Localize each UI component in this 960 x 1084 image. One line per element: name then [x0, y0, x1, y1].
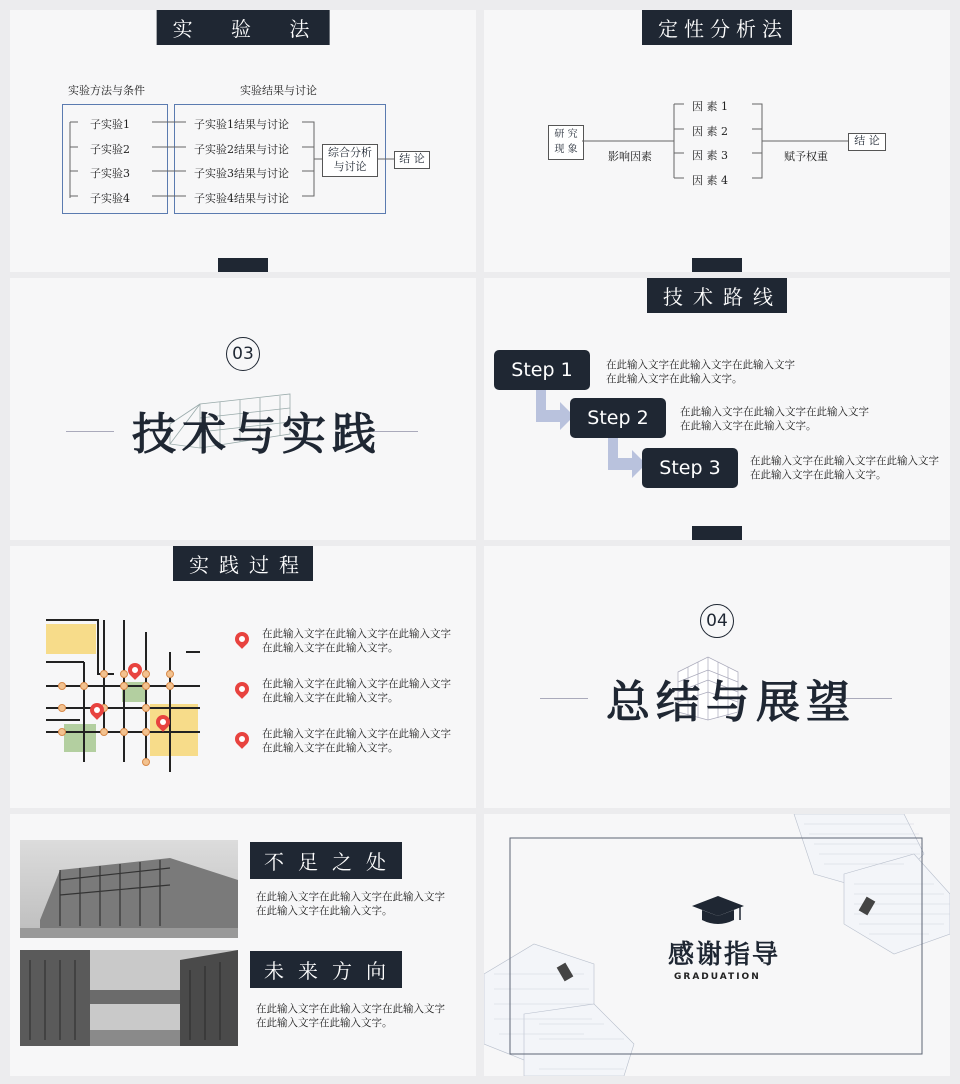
divider-line [66, 431, 114, 432]
experiment-item: 子实验1 [90, 118, 130, 131]
step-3-text: 在此输入文字在此输入文字在此输入文字在此输入文字在此输入文字。 [750, 455, 939, 481]
result-item: 子实验1结果与讨论 [194, 118, 289, 131]
graduation-label: GRADUATION [674, 972, 761, 982]
slide-practice-process[interactable] [10, 546, 476, 808]
slide-tab [692, 258, 742, 272]
section-heading: 总结与展望 [606, 677, 856, 728]
street-photo [20, 950, 238, 1046]
slide-technical-route[interactable] [484, 278, 950, 540]
factor-item: 因 素 1 [692, 100, 728, 113]
weight-label: 赋予权重 [784, 150, 828, 163]
slide-section-04[interactable] [484, 546, 950, 808]
shortcomings-text: 在此输入文字在此输入文字在此输入文字在此输入文字在此输入文字。 [256, 891, 445, 917]
influence-label: 影响因素 [608, 150, 652, 163]
experiment-item: 子实验3 [90, 167, 130, 180]
section-number: 03 [226, 337, 260, 371]
practice-item-text: 在此输入文字在此输入文字在此输入文字在此输入文字在此输入文字。 [262, 628, 451, 654]
phenomenon-box: 研 究 现 象 [548, 125, 584, 160]
result-item: 子实验2结果与讨论 [194, 143, 289, 156]
experiment-item: 子实验2 [90, 143, 130, 156]
step-1-button[interactable]: Step 1 [494, 350, 590, 390]
analysis-box: 综合分析与讨论 [322, 144, 378, 177]
conclusion-box: 结 论 [848, 133, 886, 151]
factor-item: 因 素 3 [692, 149, 728, 162]
slide-section-03[interactable] [10, 278, 476, 540]
location-pin-icon [232, 729, 252, 749]
result-item: 子实验4结果与讨论 [194, 192, 289, 205]
divider-line [540, 698, 588, 699]
location-pin-icon [232, 679, 252, 699]
methods-label: 实验方法与条件 [68, 84, 145, 97]
connector-lines [10, 10, 476, 272]
factor-item: 因 素 2 [692, 125, 728, 138]
building-photo [20, 840, 238, 938]
step-2-text: 在此输入文字在此输入文字在此输入文字在此输入文字在此输入文字。 [680, 406, 869, 432]
conclusion-box: 结 论 [394, 151, 430, 169]
future-direction-text: 在此输入文字在此输入文字在此输入文字在此输入文字在此输入文字。 [256, 1003, 445, 1029]
slide-title: 实践过程 [173, 546, 313, 581]
slide-qualitative-analysis[interactable] [484, 10, 950, 272]
practice-item-text: 在此输入文字在此输入文字在此输入文字在此输入文字在此输入文字。 [262, 678, 451, 704]
thanks-heading: 感谢指导 [668, 940, 781, 970]
step-2-button[interactable]: Step 2 [570, 398, 666, 438]
shortcomings-tag: 不足之处 [250, 842, 402, 879]
practice-item-text: 在此输入文字在此输入文字在此输入文字在此输入文字在此输入文字。 [262, 728, 451, 754]
slide-title: 定性分析法 [642, 10, 792, 45]
location-pin-icon [232, 629, 252, 649]
section-number: 04 [700, 604, 734, 638]
step-1-text: 在此输入文字在此输入文字在此输入文字在此输入文字在此输入文字。 [606, 359, 795, 385]
slide-experiment-method[interactable] [10, 10, 476, 272]
section-heading: 技术与实践 [132, 409, 382, 460]
slide-title: 实 验 法 [157, 10, 330, 45]
slide-title: 技术路线 [647, 278, 787, 313]
slide-thanks[interactable] [484, 814, 950, 1076]
step-3-button[interactable]: Step 3 [642, 448, 738, 488]
slide-tab [218, 258, 268, 272]
slide-shortcomings-future[interactable] [10, 814, 476, 1076]
graduation-cap-icon [690, 894, 746, 928]
result-item: 子实验3结果与讨论 [194, 167, 289, 180]
experiment-item: 子实验4 [90, 192, 130, 205]
slide-tab [692, 526, 742, 540]
city-map-illustration [40, 612, 200, 772]
future-direction-tag: 未来方向 [250, 951, 402, 988]
factor-item: 因 素 4 [692, 174, 728, 187]
results-label: 实验结果与讨论 [240, 84, 317, 97]
